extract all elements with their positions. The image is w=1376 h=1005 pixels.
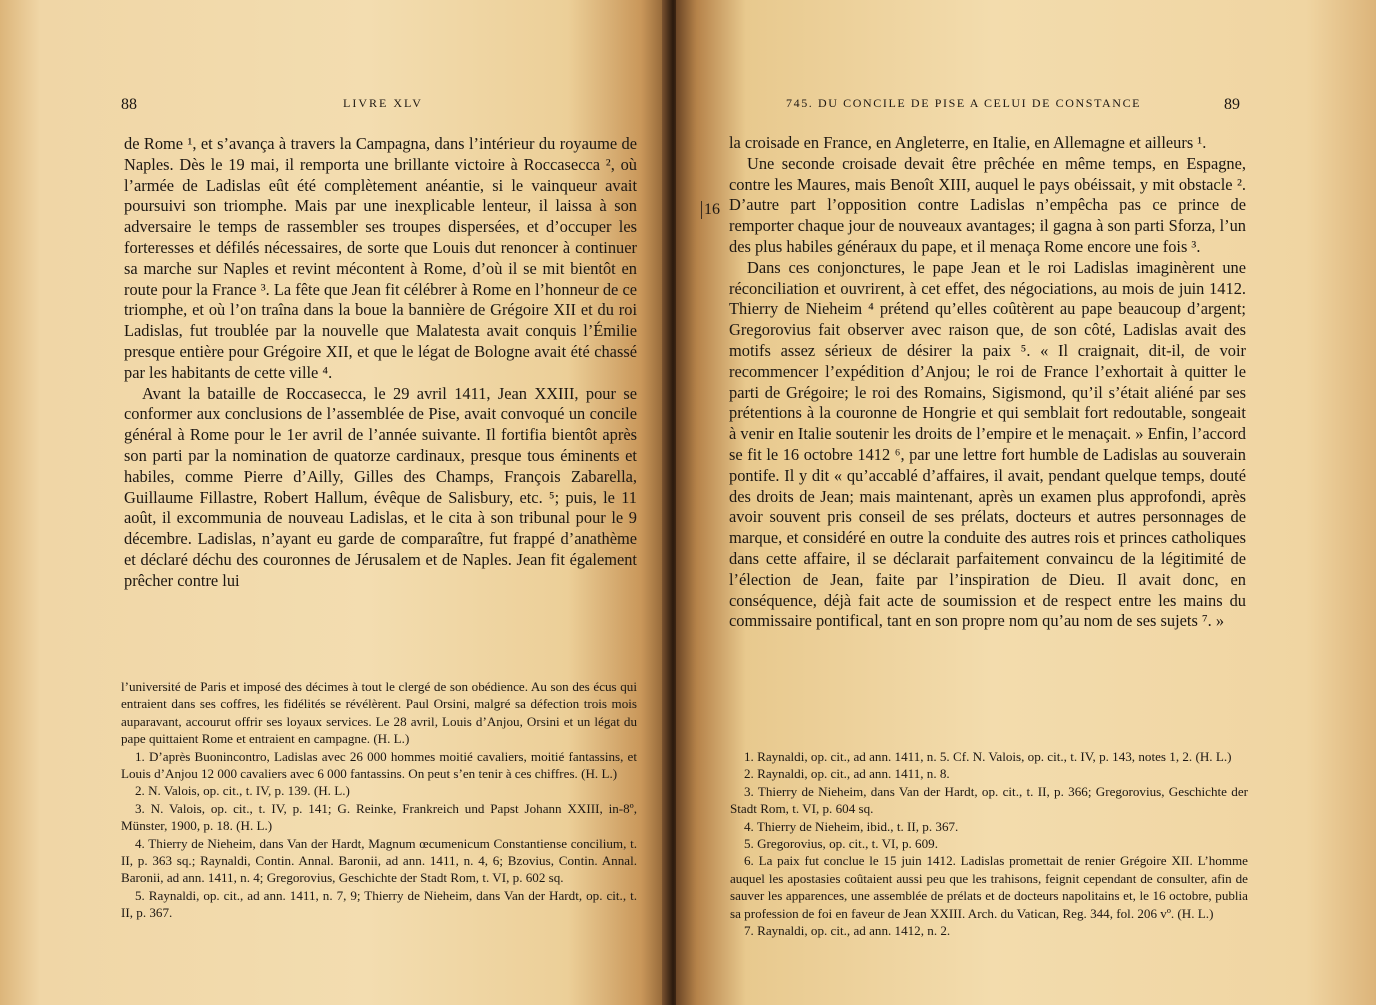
right-paragraph-2: Une seconde croisade devait être prêchée en même temps, en Espagne, contre les Maures, mais Benoît XIII, auquel le pays obéissait, y mit obstacle ². D’autre part l’opposition contre Ladislas n’empêcha pas ce prince de remporter chaque jour de nouveaux avantages; il gagna à son parti Sforza, l’un des plus habiles généraux du pape, et il menaça Rome encore une fois ³.: [729, 153, 1246, 256]
left-body-text: [124, 134, 637, 592]
left-footnotes: [121, 678, 637, 922]
left-footnote-3: 3. N. Valois, op. cit., t. IV, p. 141; G. Reinke, Frankreich und Papst Johann XXIII, in-8º, Münster, 1900, p. 18. (H. L.): [121, 800, 637, 834]
right-body-text: [729, 133, 1246, 632]
left-footnote-1: 1. D’après Buonincontro, Ladislas avec 26 000 hommes moitié cavaliers, moitié fantassins, et Louis d’Anjou 12 000 cavaliers avec 6 000 fantassins. On peut s’en tenir à ces chiffres. (H. L.): [121, 748, 637, 782]
right-footnote-3: 3. Thierry de Nieheim, dans Van der Hardt, op. cit., t. II, p. 366; Gregorovius, Geschichte der Stadt Rom, t. VI, p. 604 sq.: [730, 783, 1248, 817]
left-running-head: LIVRE XLV: [343, 96, 423, 110]
margin-section-number: 16: [701, 201, 720, 219]
right-footnote-5: 5. Gregorovius, op. cit., t. VI, p. 609.: [744, 836, 938, 852]
left-page: [0, 0, 668, 1005]
right-page-number: 89: [1224, 96, 1240, 113]
right-footnote-6: 6. La paix fut conclue le 15 juin 1412. Ladislas promettait de renier Grégoire XII. L’homme auquel les apostasies coûtaient aussi peu que les trahisons, feignit cependant de consulter, afin de sauver les apparences, une assemblée de prélats et de docteurs napolitains et, le 16 octobre, publia sa profession de foi en faveur de Jean XXIII. Arch. du Vatican, Reg. 344, fol. 206 vº. (H. L.): [730, 853, 1248, 921]
right-running-head: 745. DU CONCILE DE PISE A CELUI DE CONSTANCE: [786, 96, 1142, 110]
right-footnote-4: 4. Thierry de Nieheim, ibid., t. II, p. 367.: [744, 818, 959, 834]
left-footnote-2: 2. N. Valois, op. cit., t. IV, p. 139. (H. L.): [135, 783, 350, 799]
left-footnote-5: 5. Raynaldi, op. cit., ad ann. 1411, n. 7, 9; Thierry de Nieheim, dans Van der Hardt, op. cit., t. II, p. 367.: [121, 887, 637, 921]
left-note-continued: l’université de Paris et imposé des décimes à tout le clergé de son obédience. Au son des écus qui entraient dans ses coffres, les fidélités se révélèrent. Paul Orsini, malgré sa défection trois mois auparavant, accourut offrir ses loyaux services. Le 28 avril, Louis d’Anjou, Orsini et un légat du pape quittaient Rome et entraient en campagne. (H. L.): [121, 679, 637, 747]
left-paragraph-2: Avant la bataille de Roccasecca, le 29 avril 1411, Jean XXIII, pour se conformer aux conclusions de l’assemblée de Pise, avait convoqué un concile général à Rome pour le 1er avril de l’année suivante. Il fortifia bientôt après son parti par la nomination de quatorze cardinaux, presque tous éminents et habiles, comme Pierre d’Ailly, Gilles des Champs, François Zabarella, Guillaume Fillastre, Robert Hallum, évêque de Salisbury, etc. ⁵; puis, le 11 août, il excommunia de nouveau Ladislas, et le cita à son tribunal pour le 9 décembre. Ladislas, n’ayant eu garde de comparaître, fut frappé d’anathème et déclaré déchu des couronnes de Jérusalem et de Naples. Jean fit également prêcher contre lui: [124, 383, 637, 590]
right-paragraph-1: la croisade en France, en Angleterre, en Italie, en Allemagne et ailleurs ¹.: [729, 133, 1207, 152]
right-footnotes: [730, 748, 1248, 939]
right-footnote-1: 1. Raynaldi, op. cit., ad ann. 1411, n. 5. Cf. N. Valois, op. cit., t. IV, p. 143, notes 1, 2. (H. L.): [744, 749, 1232, 764]
right-footnote-7: 7. Raynaldi, op. cit., ad ann. 1412, n. 2.: [744, 923, 951, 939]
right-paragraph-3: Dans ces conjonctures, le pape Jean et le roi Ladislas imaginèrent une réconciliation et ouvrirent, à cet effet, des négociations, au mois de juin 1412. Thierry de Nieheim ⁴ prétend qu’elles coûtèrent au pape beaucoup d’argent; Gregorovius fait observer avec raison que, de son côté, Ladislas avait des motifs assez sérieux de désirer la paix ⁵. « Il craignait, dit-il, de voir recommencer l’expédition d’Anjou; le roi de France l’exhortait à quitter le parti de Grégoire; le roi des Romains, Sigismond, qu’il s’était aliéné par ses prétentions à la couronne de Hongrie et qui semblait fort redoutable, songeait à venir en Italie soutenir les droits de l’empire et le menaçait. » Enfin, l’accord se fit le 16 octobre 1412 ⁶, par une lettre fort humble de Ladislas au souverain pontife. Il y dit « qu’accablé d’affaires, il avait, pendant quelque temps, douté des droits de Jean; mais maintenant, après un examen plus approfondi, après avoir souvent pris conseil de ses prélats, docteurs et autres personnages de marque, et considéré en outre la conduite des autres rois et princes catholiques dans cette affaire, il se déclarait parfaitement convaincu de la légitimité de l’élection de Jean, faite par l’inspiration de Dieu. Il avait donc, en conséquence, déjà fait acte de soumission et de respect entre les mains du commissaire pontifical, tant en son propre nom qu’au nom de ses sujets ⁷. »: [729, 257, 1246, 631]
right-page: [676, 0, 1376, 1005]
right-footnote-2: 2. Raynaldi, op. cit., ad ann. 1411, n. 8.: [744, 766, 950, 782]
left-page-number: 88: [121, 96, 137, 113]
left-footnote-4: 4. Thierry de Nieheim, dans Van der Hardt, Magnum œcumenicum Constantiense concilium, t. II, p. 363 sq.; Raynaldi, Contin. Annal. Baronii, ad ann. 1411, n. 4, 6; Bzovius, Contin. Annal. Baronii, ad ann. 1411, n. 4; Gregorovius, Geschichte der Stadt Rom, t. VI, p. 602 sq.: [121, 835, 637, 886]
left-paragraph-1: de Rome ¹, et s’avança à travers la Campagna, dans l’intérieur du royaume de Naples. Dès le 19 mai, il remporta une brillante victoire à Roccasecca ², où l’armée de Ladislas eût été complètement anéantie, si le vainqueur avait poursuivi son triomphe. Mais par une inexplicable lenteur, il laissa à son adversaire le temps de rassembler ses troupes dispersées, et d’occuper les forteresses et défilés nécessaires, de sorte que Louis dut renoncer à continuer sa marche sur Naples et revint mécontent à Rome, d’où il se mit bientôt en route pour la France ³. La fête que Jean fit célébrer à Rome en l’honneur de ce triomphe, et où l’on traîna dans la boue la bannière de Grégoire XII et du roi Ladislas, fut troublée par la nouvelle que Malatesta avait conquis l’Émilie presque entière pour Grégoire XII, et que le légat de Bologne avait été chassé par les habitants de cette ville ⁴.: [124, 134, 637, 382]
